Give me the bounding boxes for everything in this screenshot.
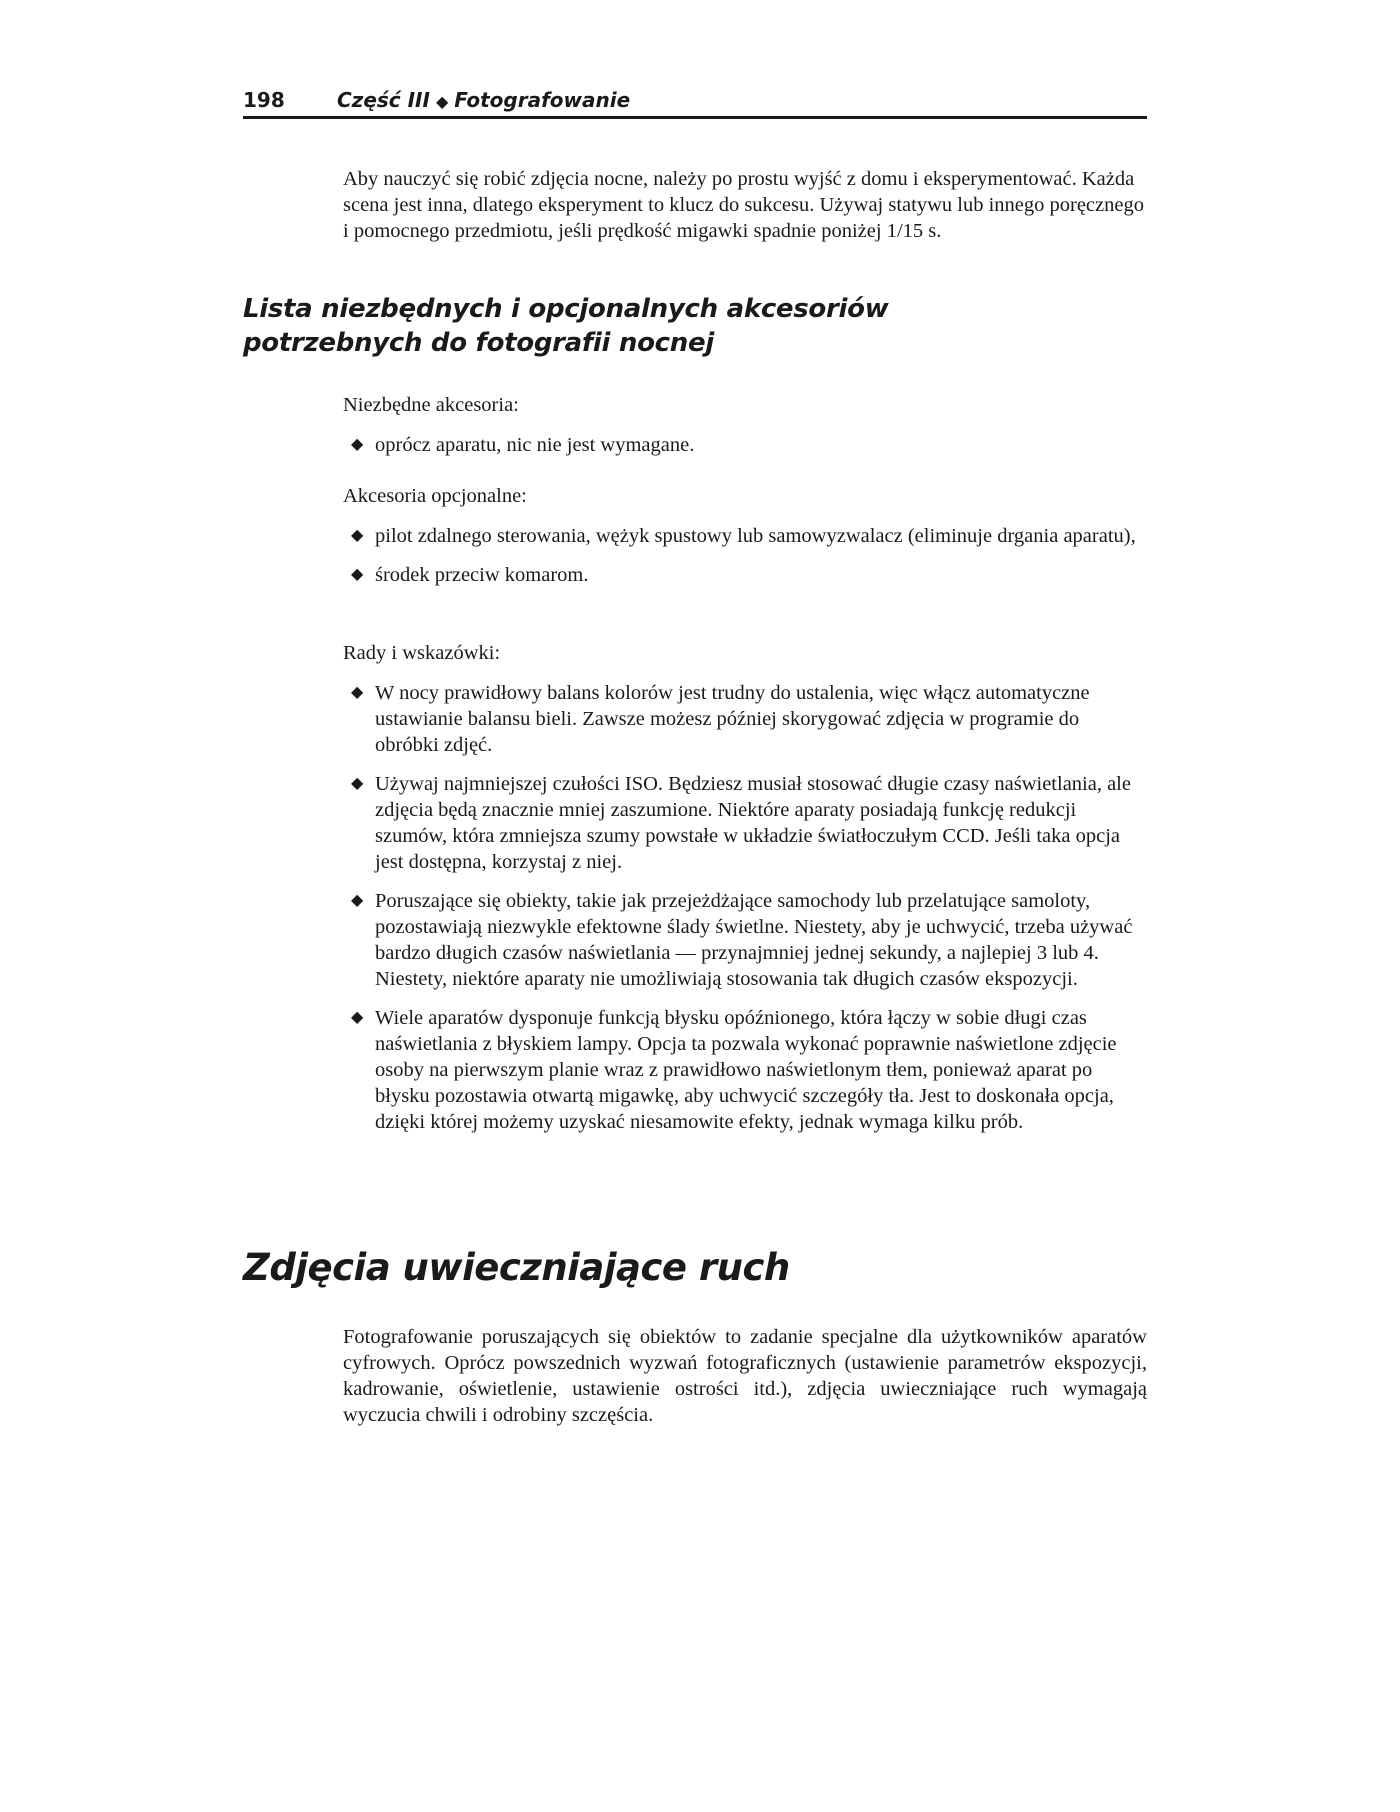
- list-item-text: Wiele aparatów dysponuje funkcją błysku opóźnionego, która łączy w sobie długi czas naświetlania z błyskiem lampy. Opcja ta pozwala wykonać poprawnie naświetlone zdjęcie osoby na pierwszym planie wraz z prawidłowo naświetlonym tłem, ponieważ aparat po błysku pozostawia otwartą migawkę, aby uchwycić szczegóły tła. Jest to doskonała opcja, dzięki której możemy uzyskać niesamowite efekty, jednak wymaga kilku prób.: [375, 1007, 1117, 1133]
- diamond-bullet-icon: ◆: [351, 436, 364, 453]
- diamond-bullet-icon: ◆: [351, 684, 364, 701]
- list-item-text: Używaj najmniejszej czułości ISO. Będziesz musiał stosować długie czasy naświetlania, ale zdjęcia będą znacznie mniej zaszumione. Niektóre aparaty posiadają funkcję redukcji szumów, która zmniejsza szumy powstałe w układzie światłoczułym CCD. Jeśli taka opcja jest dostępna, korzystaj z niej.: [375, 773, 1131, 873]
- list-item: [343, 1005, 1147, 1135]
- optional-label: Akcesoria opcjonalne:: [343, 485, 527, 507]
- list-item: [343, 888, 1147, 992]
- tips-label: Rady i wskazówki:: [343, 642, 501, 664]
- list-item-text: oprócz aparatu, nic nie jest wymagane.: [375, 434, 695, 456]
- list-item-text: W nocy prawidłowy balans kolorów jest trudny do ustalenia, więc włącz automatyczne ustawianie balansu bieli. Zawsze możesz później skorygować zdjęcia w programie do obróbki zdjęć.: [375, 682, 1090, 756]
- list-item: [343, 771, 1147, 875]
- diamond-bullet-icon: ◆: [351, 527, 364, 544]
- list-item-text: środek przeciw komarom.: [375, 564, 589, 586]
- list-item: [343, 523, 1147, 549]
- section-heading: [243, 292, 1147, 360]
- diamond-separator-icon: ◆: [435, 92, 449, 111]
- part-label: Część III: [337, 88, 430, 112]
- list-item: [343, 680, 1147, 758]
- page-number: 198: [243, 88, 285, 112]
- chapter-paragraph: Fotografowanie poruszających się obiektów to zadanie specjalne dla użytkowników aparatów cyfrowych. Oprócz powszednich wyzwań fotograficznych (ustawienie parametrów ekspozycji, kadrowanie, oświetlenie, ustawienie ostrości itd.), zdjęcia uwieczniające ruch wymagają wyczucia chwili i odrobiny szczęścia.: [343, 1326, 1147, 1426]
- list-item-text: pilot zdalnego sterowania, wężyk spustowy lub samowyzwalacz (eliminuje drgania aparatu),: [375, 525, 1136, 547]
- section-heading-line2: potrzebnych do fotografii nocnej: [243, 328, 714, 358]
- chapter-label: Fotografowanie: [454, 88, 631, 112]
- diamond-bullet-icon: ◆: [351, 775, 364, 792]
- required-list: [343, 432, 1147, 471]
- list-item-text: Poruszające się obiekty, takie jak przejeżdżające samochody lub przelatujące samoloty, pozostawiają niezwykle efektowne ślady świetlne. Niestety, aby je uchwycić, trzeba używać bardzo długich czasów naświetlania — przynajmniej jednej sekundy, a najlepiej 3 lub 4. Niestety, niektóre aparaty nie umożliwiają stosowania tak długich czasów ekspozycji.: [375, 890, 1133, 990]
- required-label: Niezbędne akcesoria:: [343, 394, 519, 416]
- diamond-bullet-icon: ◆: [351, 566, 364, 583]
- list-item: [343, 432, 1147, 458]
- intro-paragraph: Aby nauczyć się robić zdjęcia nocne, należy po prostu wyjść z domu i eksperymentować. Każda scena jest inna, dlatego eksperyment to klucz do sukcesu. Używaj statywu lub innego poręcznego i pomocnego przedmiotu, jeśli prędkość migawki spadnie poniżej 1/15 s.: [343, 168, 1144, 242]
- optional-list: [343, 523, 1147, 601]
- diamond-bullet-icon: ◆: [351, 1009, 364, 1026]
- running-head: [243, 84, 1147, 119]
- list-item: [343, 562, 1147, 588]
- chapter-heading: Zdjęcia uwieczniające ruch: [243, 1246, 790, 1289]
- tips-list: [343, 680, 1147, 1148]
- section-heading-line1: Lista niezbędnych i opcjonalnych akcesoriów: [243, 294, 889, 324]
- diamond-bullet-icon: ◆: [351, 892, 364, 909]
